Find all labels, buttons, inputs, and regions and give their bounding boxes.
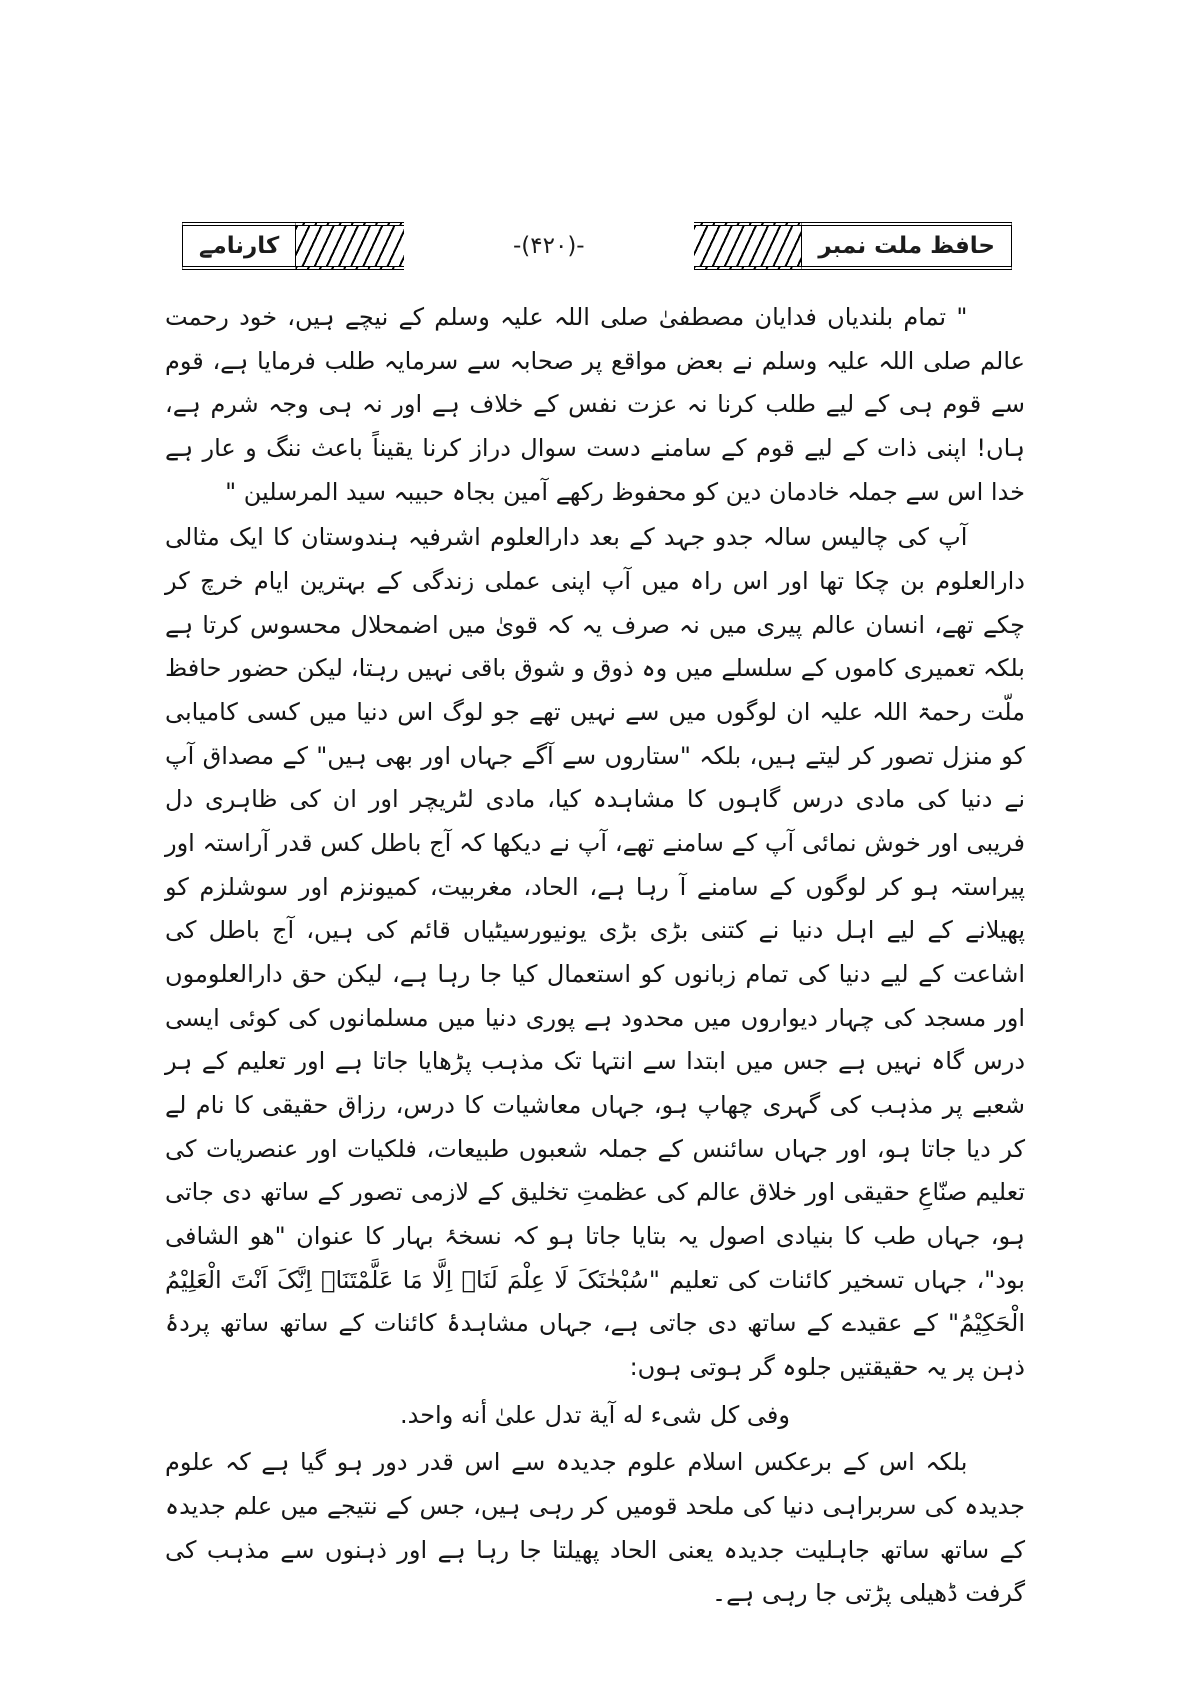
page-header: [182, 222, 1012, 270]
header-left-title: [182, 222, 296, 270]
arabic-verse: وفی كل شیء له آیة تدل علیٰ أنه واحد.: [399, 1400, 790, 1429]
page-number: -(۴۲۰)-: [512, 233, 585, 259]
paragraph-quote: " تمام بلندیاں فدایان مصطفیٰ صلی اللہ علیہ وسلم کے نیچے ہیں، خود رحمت عالم صلی اللہ علیہ وسلم نے بعض مواقع پر صحابہ سے سرمایہ طلب فرمایا ہے، قوم سے قوم ہی کے لیے طلب کرنا نہ عزت نفس کے خلاف ہے اور نہ ہی وجہ شرم ہے، ہاں! اپنی ذات کے لیے قوم کے سامنے دست سوال دراز کرنا یقیناً باعث ننگ و عار ہے خدا اس سے جملہ خادمان دین کو محفوظ رکھے آمین بجاہ حبیبہ سید المرسلین ": [165, 303, 1025, 506]
paragraph-main: آپ کی چالیس سالہ جدو جہد کے بعد دارالعلوم اشرفیہ ہندوستان کا ایک مثالی دارالعلوم بن چکا تھا اور اس راہ میں آپ اپنی عملی زندگی کے بہترین ایام خرچ کر چکے تھے، انسان عالم پیری میں نہ صرف یہ کہ قویٰ میں اضمحلال محسوس کرتا ہے بلکہ تعمیری کاموں کے سلسلے میں وہ ذوق و شوق باقی نہیں رہتا، لیکن حضور حافظ ملّت رحمۃ اللہ علیہ ان لوگوں میں سے نہیں تھے جو لوگ اس دنیا میں کسی کامیابی کو منزل تصور کر لیتے ہیں، بلکہ "ستاروں سے آگے جہاں اور بھی ہیں" کے مصداق آپ نے دنیا کی مادی درس گاہوں کا مشاہدہ کیا، مادی لٹریچر اور ان کی ظاہری دل فریبی اور خوش نمائی آپ کے سامنے تھے، آپ نے دیکھا کہ آج باطل کس قدر آراستہ اور پیراستہ ہو کر لوگوں کے سامنے آ رہا ہے، الحاد، مغربیت، کمیونزم اور سوشلزم کو پھیلانے کے لیے اہل دنیا نے کتنی بڑی بڑی یونیورسیٹیاں قائم کی ہیں، آج باطل کی اشاعت کے لیے دنیا کی تمام زبانوں کو استعمال کیا جا رہا ہے، لیکن حق دارالعلوموں اور مسجد کی چہار دیواروں میں محدود ہے پوری دنیا میں مسلمانوں کی کوئی ایسی درس گاہ نہیں ہے جس میں ابتدا سے انتہا تک مذہب پڑھایا جاتا ہے اور تعلیم کے ہر شعبے پر مذہب کی گہری چھاپ ہو، جہاں معاشیات کا درس، رزاق حقیقی کا نام لے کر دیا جاتا ہو، اور جہاں سائنس کے جملہ شعبوں طبیعات، فلکیات اور عنصریات کی تعلیم صنّاعِ حقیقی اور خلاق عالم کی عظمتِ تخلیق کے لازمی تصور کے ساتھ دی جاتی ہو، جہاں طب کا بنیادی اصول یہ بتایا جاتا ہو کہ نسخۂ بہار کا عنوان "هو الشافی بود"، جہاں تسخیر کائنات کی تعلیم "سُبْحٰنَکَ لَا عِلْمَ لَنَاۤ اِلَّا مَا عَلَّمْتَنَاۤ اِنَّکَ اَنْتَ الْعَلِیْمُ الْحَکِیْمُ" کے عقیدے کے ساتھ دی جاتی ہے، جہاں مشاہدۂ کائنات کے ساتھ ساتھ پردۂ ذہن پر یہ حقیقتیں جلوہ گر ہوتی ہوں:: [165, 523, 1025, 1382]
decorative-hatch-right: [694, 222, 802, 270]
document-body: [165, 296, 1025, 1616]
right-title-text: حافظ ملت نمبر: [818, 233, 995, 259]
left-title-text: کارنامے: [199, 233, 280, 259]
paragraph-closing: بلکہ اس کے برعکس اسلام علوم جدیدہ سے اس قدر دور ہو گیا ہے کہ علوم جدیدہ کی سربراہی دنیا کی ملحد قومیں کر رہی ہیں، جس کے نتیجے میں علم جدیدہ کے ساتھ ساتھ جاہلیت جدیدہ یعنی الحاد پھیلتا جا رہا ہے اور ذہنوں سے مذہب کی گرفت ڈھیلی پڑتی جا رہی ہے۔: [165, 1448, 1025, 1608]
decorative-hatch-left: [296, 222, 404, 270]
header-right-title: [801, 222, 1012, 270]
